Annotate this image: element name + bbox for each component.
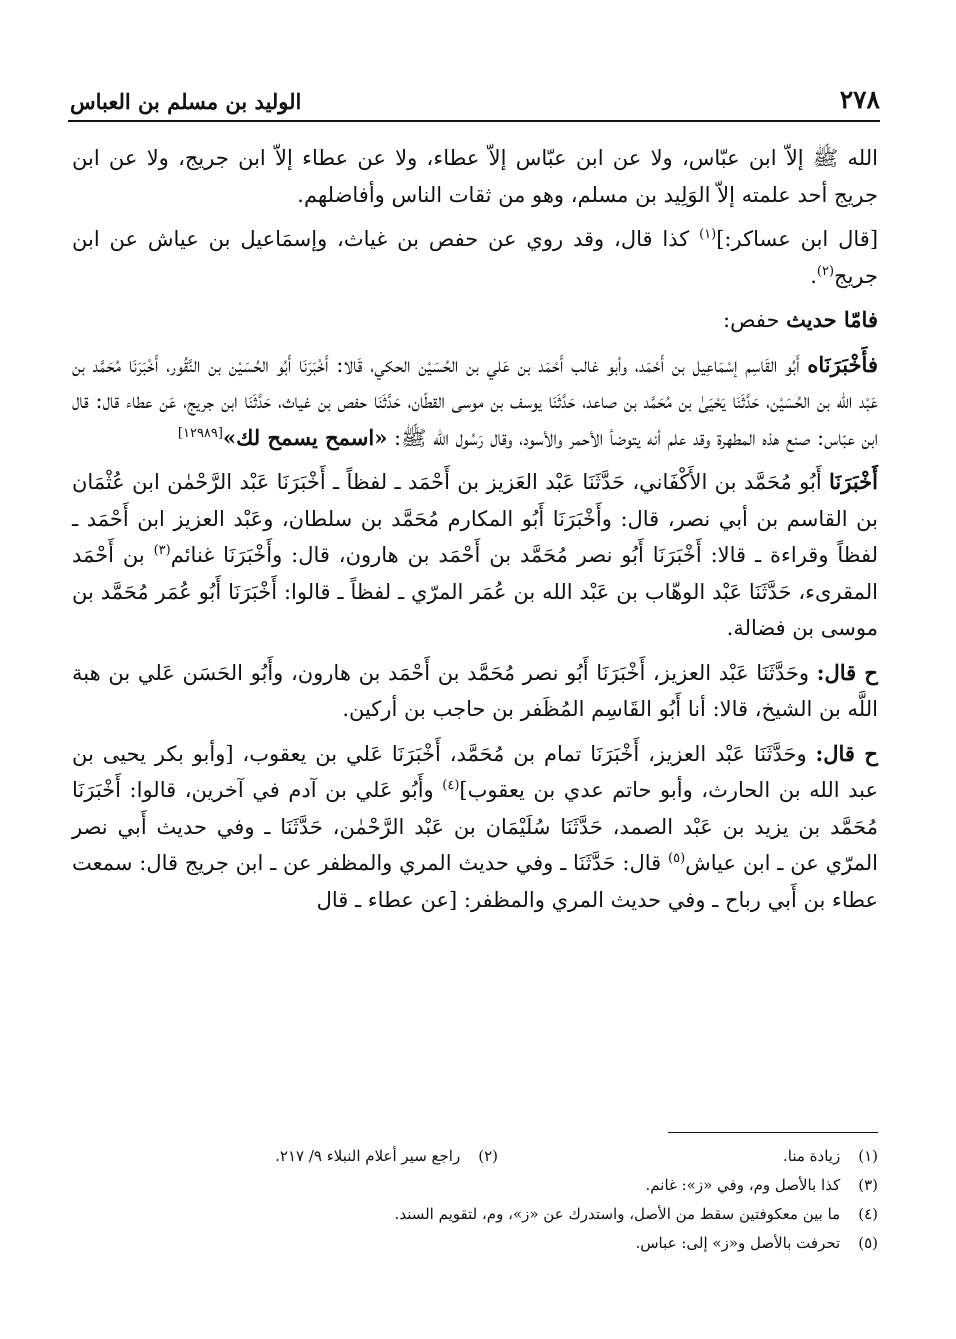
paragraph-text: قال: حَدَّثَنَا ـ وفي حديث المري والمظفر عن ـ ابن جريج قال: سمعت عطاء بن أَبي رباح ـ وفي حديث المري والمظفر: [عن عطاء ـ قال — [72, 851, 878, 912]
running-title: الوليد بن مسلم بن العباس — [70, 89, 302, 114]
isnad-lead: ح قال: — [816, 659, 878, 685]
paragraph-6 — [72, 655, 878, 728]
isnad-lead: أَخْبَرَنَا — [829, 469, 878, 494]
footnote-number: (١) — [858, 1147, 878, 1165]
paragraph-text: وحَدَّثَنَا عَبْد العزيز، أَخْبَرَنَا تمام بن مُحَمَّد، أَخْبَرَنَا عَلي بن يعقوب، [وأبو بكر يحيى بن عبد الله بن الحارث، وأبو حاتم عدي بن يعقوب] — [72, 741, 878, 802]
hadith-quote: «اسمح يسمح لك» — [222, 424, 388, 450]
footnote-ref-2[interactable]: (٢) — [816, 263, 835, 279]
footnote-2 — [275, 1142, 498, 1171]
footnote-divider — [668, 1132, 878, 1133]
footnote-text: كذا بالأصل وم، وفي «ز»: غانم. — [645, 1176, 841, 1194]
footnote-ref-4[interactable]: (٤) — [442, 778, 460, 793]
footnote-text: ما بين معكوفتين سقط من الأصل، واستدرك عن «ز»، وم، لتقويم السند. — [394, 1205, 841, 1223]
footnote-number: (٣) — [858, 1176, 878, 1194]
paragraph-text: [قال ابن عساكر:] — [716, 227, 879, 251]
footnote-3 — [150, 1171, 878, 1200]
paragraph-1 — [72, 140, 878, 213]
footnote-number: (٤) — [858, 1205, 878, 1223]
footnote-ref-5[interactable]: (٥) — [668, 851, 686, 866]
paragraph-text: كذا قال، وقد روي عن حفص بن غياث، وإسمَاعيل بن عياش عن ابن جريج — [72, 227, 878, 288]
isnad-lead: فأَخْبَرَنَاه — [807, 351, 878, 377]
footnote-text: تحرفت بالأصل و«ز» إلى: عباس. — [635, 1234, 841, 1252]
isnad-lead: ح قال: — [815, 740, 878, 766]
paragraph-2 — [72, 221, 878, 294]
footnote-4 — [150, 1200, 878, 1229]
paragraph-7 — [72, 736, 878, 919]
section-lead: فامّا حديث — [786, 307, 878, 332]
hadith-number: [١٢٩٨٩] — [177, 425, 223, 441]
footnote-row — [150, 1142, 878, 1171]
footnote-ref-3[interactable]: (٣) — [153, 543, 171, 558]
paragraph-text: أَبُو القَاسِم إسْمَاعِيل بن أَحْمَد، وأبو غالب أَحْمَد بن عَلي بن الحُسَيْن الحكي، قَالا: أَخْبَرَنَا أَبُو الحُسَيْن بن النَّقُور، أَخْبَرَنَا مُحَمَّد بن عَبْد الله بن الحُسَيْن، حَدَّثَنَا يَحْيَىٰ بن مُحَمَّد بن صاعد، حَدَّثَنَا يوسف بن موسى القطّان، حَدَّثَنَا حفص بن غياث، حَدَّثَنَا ابن جريج، عَن عطاء قال: قال ابن عبّاس: صنع هذه المطهرة وقد علم أنه يتوضأ الأحمر والأسود، وقال رَسُول الله ﷺ: — [72, 352, 878, 450]
footnote-number: (٥) — [858, 1234, 878, 1252]
paragraph-text: حفص: — [723, 308, 787, 332]
page-header — [70, 74, 880, 114]
paragraph-text: بن أَحْمَد المقرىء، حَدَّثَنَا عَبْد الوهّاب بن عَبْد الله بن عُمَر المرّي ـ لفظاً ـ قالوا: أَخْبَرَنَا أَبُو عُمَر مُحَمَّد بن موسى بن فضالة. — [72, 543, 878, 640]
paragraph-text: الله ﷺ إلاّ ابن عبّاس، ولا عن ابن عبّاس إلاّ عطاء، ولا عن عطاء إلاّ ابن جريج، ولا عن ابن جريج أحد علمته إلاّ الوَلِيد بن مسلم، وهو من ثقات الناس وأفاضلهم. — [72, 146, 878, 207]
paragraph-text: وأَبُو عَلي بن آدم في آخرين، قالوا: أَخْبَرَنَا مُحَمَّد بن يزيد بن عَبْد الصمد، حَدَّثَنَا سُلَيْمَان بن عَبْد الرَّحْمٰن، حَدَّثَنَا ـ وفي حديث أَبي نصر المرّي عن ـ ابن عياش — [72, 778, 878, 875]
main-text — [72, 140, 878, 926]
footnote-1 — [498, 1142, 878, 1171]
paragraph-text: أَبُو مُحَمَّد بن الأَكْفَاني، حَدَّثَنَا عَبْد العَزيز بن أَحْمَد ـ لفظاً ـ أَخْبَرَنَا عَبْد الرَّحْمٰن ابن عُثْمَان بن القاسم بن أبي نصر، قال: وأَخْبَرَنَا أَبُو المكارم مُحَمَّد بن سلطان، وعَبْد العزيز ابن أَحْمَد ـ لفظاً وقراءة ـ قالا: أَخْبَرَنَا أَبُو نصر مُحَمَّد بن أَحْمَد بن هارون، قال: وأَخْبَرَنَا غنائم — [72, 470, 878, 567]
paragraph-4 — [72, 347, 878, 457]
paragraph-5 — [72, 464, 878, 647]
page-number: ٢٧٨ — [839, 85, 880, 114]
footnote-text: راجع سير أعلام النبلاء ٩/ ٢١٧. — [275, 1147, 461, 1165]
paragraph-text: وحَدَّثَنَا عَبْد العزيز، أَخْبَرَنَا أَبُو نصر مُحَمَّد بن أَحْمَد بن هارون، وأَبُو الحَسَن عَلي بن هبة اللَّه بن الشيخ، قالا: أنا أَبُو القَاسِم المُظَفر بن حاجب بن أركين. — [72, 660, 878, 721]
footnote-ref-1[interactable]: (١) — [699, 227, 717, 242]
footnote-text: زيادة منا. — [783, 1147, 841, 1165]
footnote-5 — [150, 1229, 878, 1258]
footnotes — [150, 1142, 878, 1258]
header-divider — [68, 120, 880, 122]
footnote-number: (٢) — [478, 1147, 498, 1165]
paragraph-3 — [72, 302, 878, 339]
paragraph-text: . — [810, 263, 817, 288]
